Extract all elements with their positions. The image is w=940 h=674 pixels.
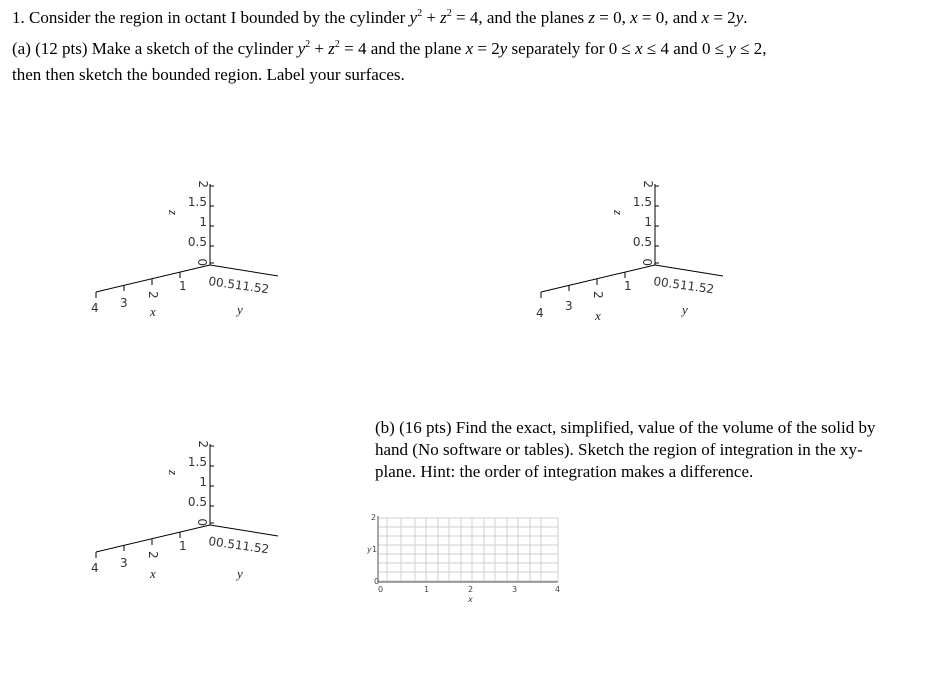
x-tick-label: 4 <box>91 301 99 315</box>
math-var: x <box>635 39 643 58</box>
x-tick-label: 3 <box>120 556 128 570</box>
text-segment: separately for <box>507 39 609 58</box>
x-axis-label: x <box>595 308 601 323</box>
math-op: = 0 <box>637 8 665 27</box>
x-axis <box>541 265 655 292</box>
math-var: z <box>328 39 335 58</box>
grid-x-tick: 3 <box>512 585 518 594</box>
z-axis-label: z <box>166 470 181 476</box>
z-tick-label: 1.5 <box>187 195 207 209</box>
x-axis-label: x <box>150 304 156 319</box>
grid-y-label: y <box>367 545 372 554</box>
x-tick-label: 2 <box>146 291 160 299</box>
grid-x-tick: 0 <box>378 585 384 594</box>
x-tick-label: 2 <box>146 551 160 559</box>
x-tick-label: 4 <box>536 306 544 320</box>
math-exp: 2 <box>446 8 452 19</box>
math-exp: 2 <box>305 39 311 50</box>
math-var: y <box>297 39 306 58</box>
text-segment: . <box>743 8 748 27</box>
math-var: x <box>630 8 638 27</box>
xy-grid <box>368 508 568 608</box>
z-tick-label: 1.5 <box>632 195 652 209</box>
math-op: ≤ 4 <box>642 39 669 58</box>
math-var: x <box>465 39 474 58</box>
axes3d-sketch-2 <box>533 172 733 322</box>
grid-x-label: x <box>468 595 473 604</box>
text-segment: , and <box>664 8 702 27</box>
z-tick-label: 2 <box>196 440 210 448</box>
grid-x-tick: 1 <box>424 585 430 594</box>
axes3d-sketch-3 <box>88 432 288 582</box>
math-op: 0 ≤ <box>702 39 729 58</box>
grid-y-tick: 2 <box>371 513 377 522</box>
math-var: y <box>409 8 418 27</box>
y-axis-label: y <box>237 302 243 317</box>
math-var: z <box>440 8 447 27</box>
problem-line-3 <box>12 64 405 86</box>
math-exp: 2 <box>334 39 340 50</box>
z-tick-label: 2 <box>641 180 655 188</box>
part-b-text: (b) (16 pts) Find the exact, simplified, value of the volume of the solid by hand (No software or tables). Sketch the region of integration in the xy-plane. Hint: the order of integration makes a difference. <box>375 418 876 481</box>
math-var: x <box>701 8 710 27</box>
y-tick-labels: 00.511.52 <box>207 274 271 297</box>
text-segment: and the plane <box>366 39 466 58</box>
text-segment: , and the planes <box>478 8 589 27</box>
z-tick-label: 1 <box>199 475 207 489</box>
text-segment: and <box>669 39 703 58</box>
math-var: z <box>588 8 596 27</box>
x-axis <box>96 265 210 292</box>
y-axis-label: y <box>682 302 688 317</box>
grid-x-tick: 4 <box>555 585 561 594</box>
math-var: y <box>499 39 508 58</box>
z-tick-label: 0.5 <box>187 495 207 509</box>
grid-y-tick: 1 <box>372 545 378 554</box>
text-segment: then then sketch the bounded region. Label your surfaces. <box>12 65 405 84</box>
math-op: = 2 <box>709 8 736 27</box>
z-tick-label: 1.5 <box>187 455 207 469</box>
math-op: 0 ≤ <box>608 39 636 58</box>
problem-line-1 <box>12 7 747 29</box>
text-segment: , <box>762 39 767 58</box>
text-segment: (a) (12 pts) Make a sketch of the cylinder <box>12 39 298 58</box>
x-axis <box>96 525 210 552</box>
axes3d-sketch-1 <box>88 172 288 322</box>
math-var: y <box>735 8 744 27</box>
z-axis-label: z <box>611 210 626 216</box>
z-axis-label: z <box>166 210 181 216</box>
z-tick-label: 0.5 <box>632 235 652 249</box>
math-op: = 4 <box>339 39 367 58</box>
math-op: ≤ 2 <box>735 39 763 58</box>
problem-line-2 <box>12 38 767 60</box>
y-tick-labels: 00.511.52 <box>207 534 271 557</box>
x-tick-label: 3 <box>565 299 573 313</box>
x-tick-label: 1 <box>179 539 187 553</box>
x-tick-label: 1 <box>179 279 187 293</box>
x-tick-label: 1 <box>624 279 632 293</box>
y-axis <box>655 265 723 276</box>
math-op: = 4 <box>451 8 479 27</box>
math-exp: 2 <box>417 8 423 19</box>
x-axis-label: x <box>150 566 156 581</box>
grid-lines <box>378 518 558 582</box>
z-tick-label: 0 <box>640 258 654 266</box>
math-var: y <box>728 39 736 58</box>
math-op: = 2 <box>473 39 500 58</box>
z-tick-label: 0 <box>195 258 209 266</box>
grid-y-tick: 0 <box>374 577 380 586</box>
x-tick-label: 4 <box>91 561 99 575</box>
math-op: + <box>422 8 441 27</box>
z-tick-label: 1 <box>644 215 652 229</box>
grid-x-tick: 2 <box>468 585 474 594</box>
x-tick-label: 3 <box>120 296 128 310</box>
y-tick-labels: 00.511.52 <box>652 274 716 297</box>
text-segment: 1. Consider the region in octant I bounded by the cylinder <box>12 8 410 27</box>
z-tick-label: 0 <box>195 518 209 526</box>
y-axis <box>210 265 278 276</box>
math-op: + <box>310 39 329 58</box>
x-tick-label: 2 <box>591 291 605 299</box>
z-tick-label: 0.5 <box>187 235 207 249</box>
z-tick-label: 2 <box>196 180 210 188</box>
y-axis <box>210 525 278 536</box>
z-tick-label: 1 <box>199 215 207 229</box>
math-op: = 0, <box>595 8 631 27</box>
y-axis-label: y <box>237 566 243 581</box>
